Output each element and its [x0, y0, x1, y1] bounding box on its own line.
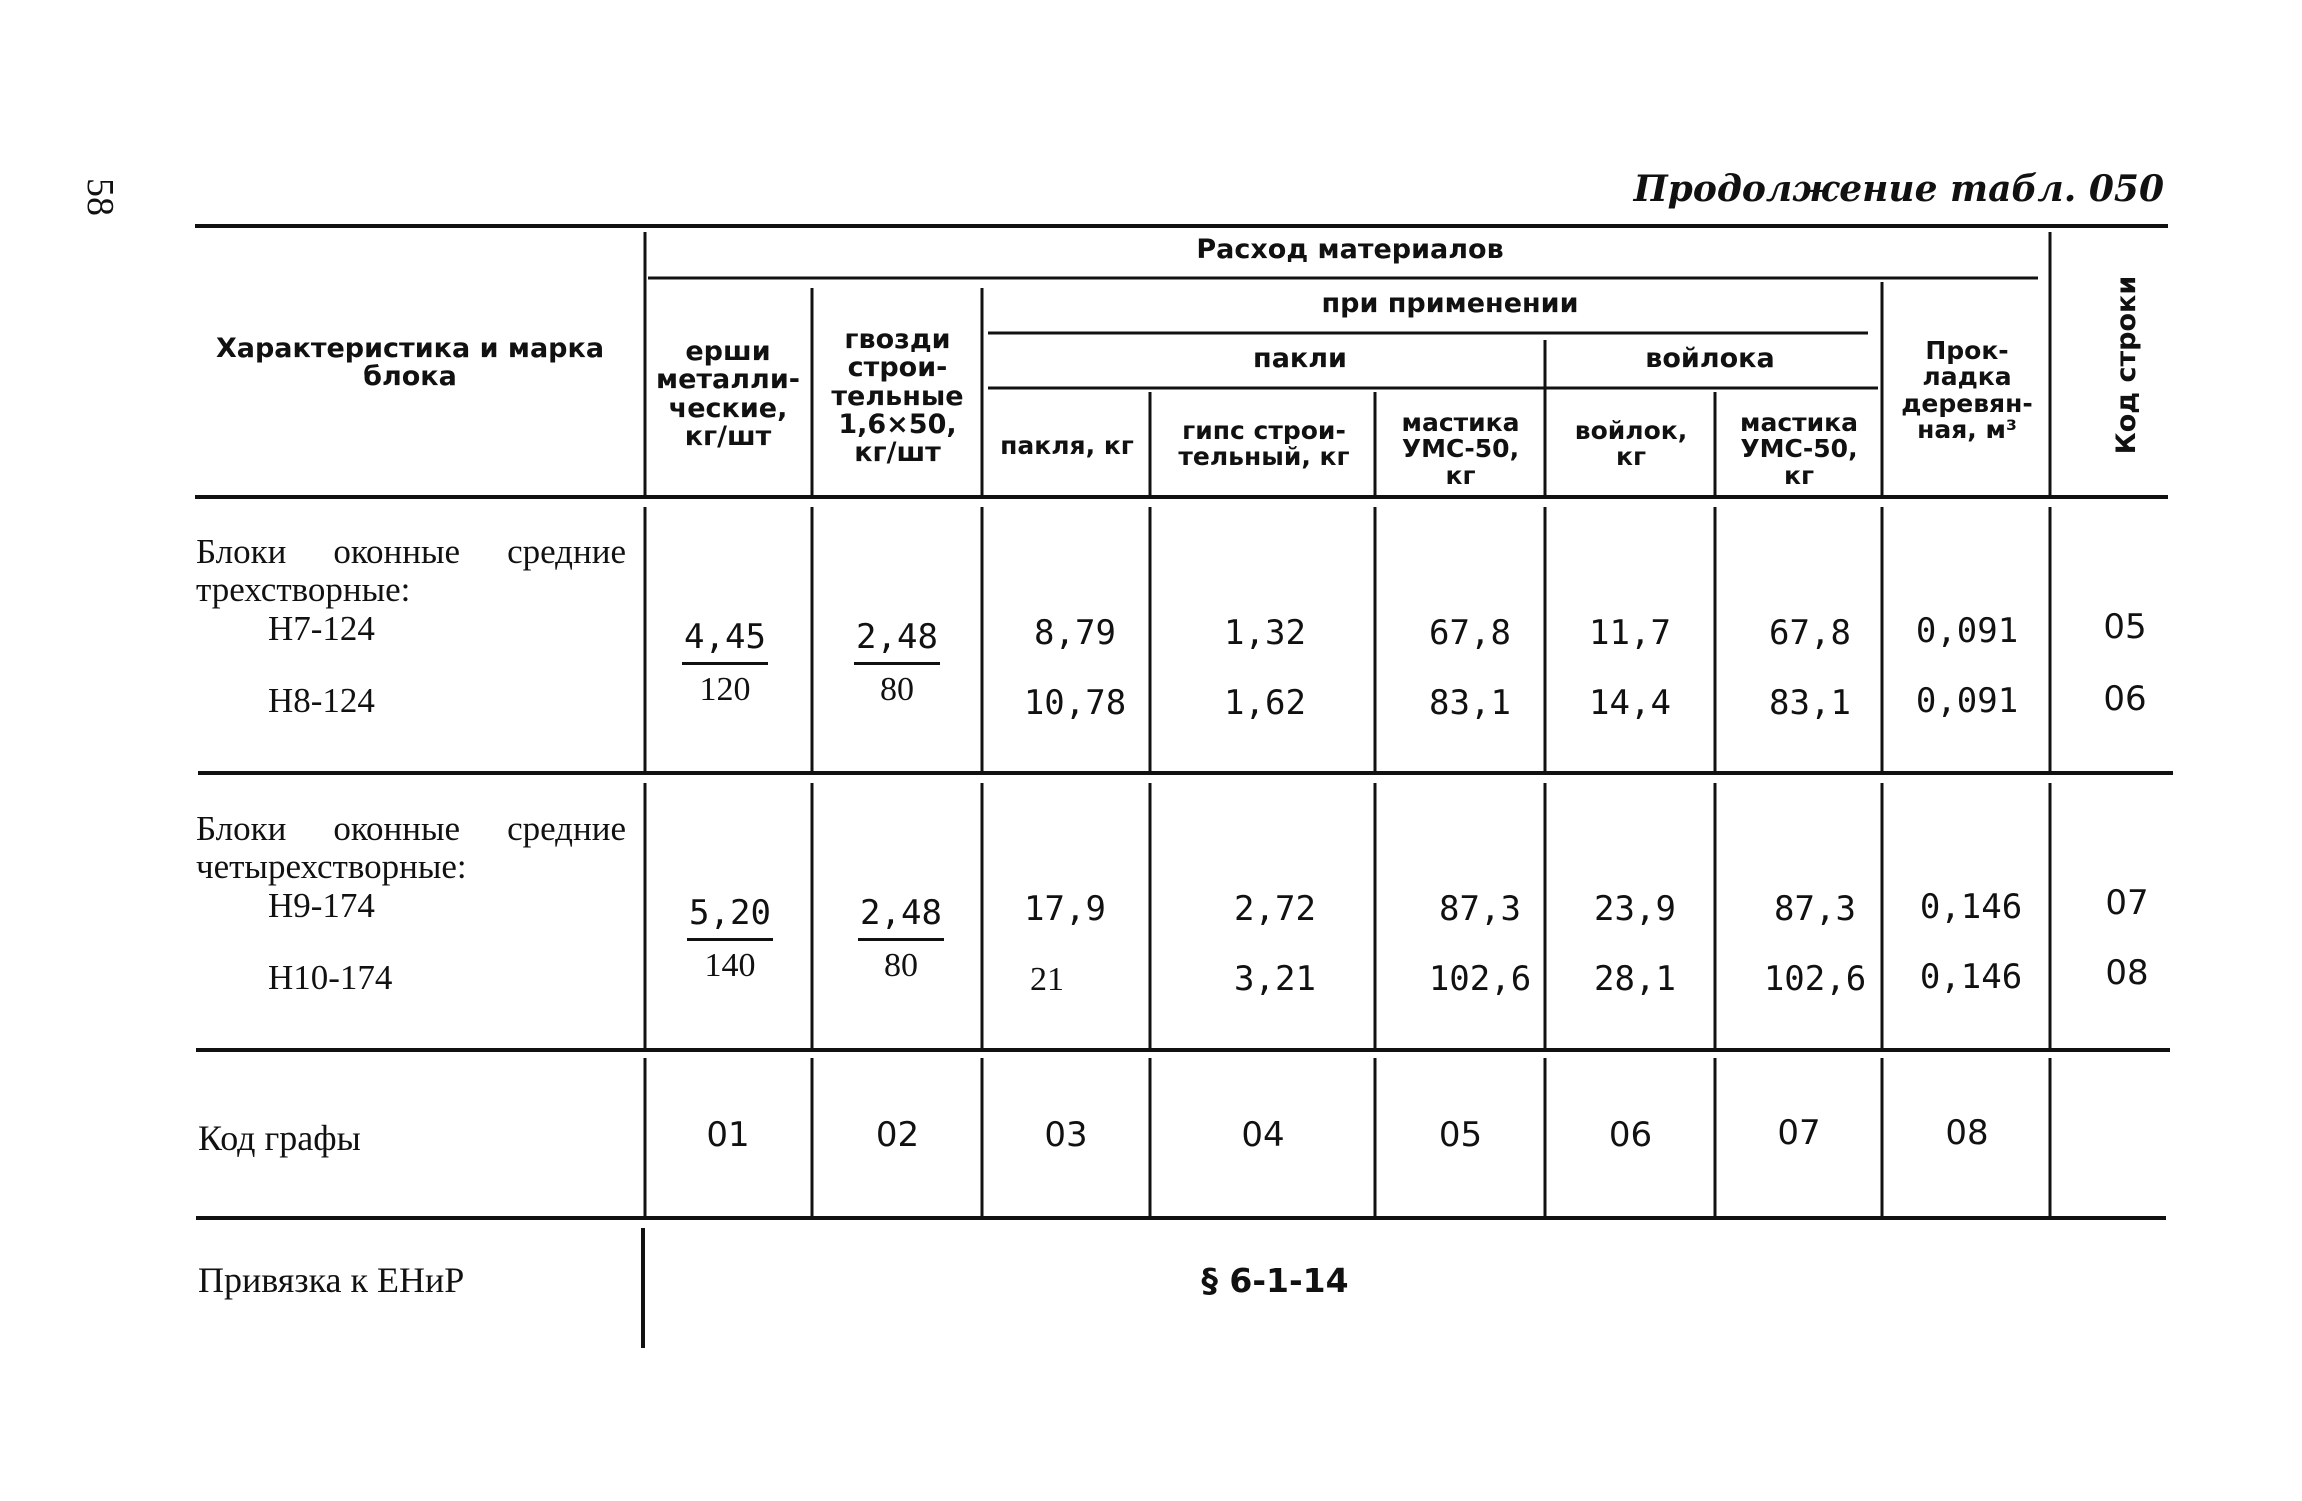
column-code: 02: [875, 1115, 920, 1155]
column-code: 04: [1241, 1115, 1285, 1155]
cell: 87,3: [1774, 889, 1856, 929]
header-col-05: мастика УМС-50, кг: [1401, 408, 1520, 490]
cell: 17,9: [1024, 889, 1106, 929]
column-code: 01: [706, 1115, 750, 1155]
column-code: 08: [1945, 1113, 1989, 1153]
fraction-cell: $\frac{4,45}{120}$: [684, 617, 766, 708]
header-col-08: Прок- ладка деревян- ная, м³: [1901, 336, 2033, 444]
cell: 23,9: [1594, 889, 1676, 929]
header-application: при применении: [1321, 288, 1579, 319]
row-code: 05: [2103, 607, 2147, 647]
cell: 83,1: [1429, 683, 1511, 723]
column-code: 05: [1438, 1115, 1483, 1155]
header-col-01: ерши металли-ческие, кг/шт: [656, 336, 800, 453]
cell: 67,8: [1769, 613, 1851, 653]
header-characteristic: Характеристика и марка блока: [215, 333, 605, 393]
row-code: 06: [2103, 679, 2147, 719]
row-mark: Н10-174: [268, 958, 393, 997]
page-number: 58: [79, 178, 121, 216]
header-row-code: Код строки: [2111, 275, 2142, 455]
fraction-cell: $\frac{2,48}{80}$: [860, 893, 942, 984]
header-col-03: пакля, кг: [1000, 431, 1134, 460]
cell: 8,79: [1034, 613, 1116, 653]
cell: 67,8: [1429, 613, 1511, 653]
enir-label: Привязка к ЕНиР: [198, 1260, 465, 1300]
cell: 11,7: [1589, 613, 1671, 653]
cell: 1,32: [1224, 613, 1306, 653]
table-caption: Продолжение табл. 050: [1633, 168, 2164, 210]
group-title-2: Блоки оконные средние четырехстворные:: [196, 809, 626, 886]
cell: 2,72: [1234, 889, 1316, 929]
group-title-1: Блоки оконные средние трехстворные:: [196, 532, 626, 609]
cell: 0,091: [1915, 611, 2019, 651]
row-mark: Н7-124: [268, 609, 375, 648]
fraction-cell: $\frac{5,20}{140}$: [689, 893, 771, 984]
header-col-07: мастика УМС-50, кг: [1740, 408, 1858, 490]
cell: 10,78: [1023, 683, 1127, 723]
cell: 0,146: [1919, 957, 2023, 997]
cell: 102,6: [1763, 959, 1867, 999]
cell: 102,6: [1428, 959, 1532, 999]
cell: 1,62: [1224, 683, 1306, 723]
cell: 0,146: [1919, 887, 2023, 927]
column-code: 06: [1608, 1115, 1653, 1155]
cell: 83,1: [1769, 683, 1851, 723]
row-code: 07: [2105, 883, 2149, 923]
fraction-cell: $\frac{2,48}{80}$: [856, 617, 938, 708]
header-pakli: пакли: [1253, 343, 1347, 374]
column-code-label: Код графы: [198, 1118, 361, 1158]
column-code: 07: [1777, 1113, 1821, 1153]
row-code: 08: [2105, 953, 2149, 993]
cell: 0,091: [1915, 681, 2019, 721]
header-col-04: гипс строи- тельный, кг: [1178, 416, 1350, 472]
cell: 28,1: [1594, 959, 1676, 999]
cell: 21: [1030, 961, 1064, 998]
cell: 14,4: [1589, 683, 1671, 723]
header-col-06: войлок, кг: [1574, 416, 1688, 472]
cell: 87,3: [1439, 889, 1521, 929]
header-voiloka: войлока: [1645, 343, 1775, 374]
column-code: 03: [1044, 1115, 1088, 1155]
header-col-02: гвозди строи- тельные 1,6×50, кг/шт: [831, 324, 964, 469]
row-mark: Н8-124: [268, 681, 375, 720]
cell: 3,21: [1234, 959, 1316, 999]
header-consumption: Расход материалов: [1196, 234, 1504, 265]
enir-value: § 6-1-14: [1201, 1261, 1349, 1300]
row-mark: Н9-174: [268, 886, 375, 925]
